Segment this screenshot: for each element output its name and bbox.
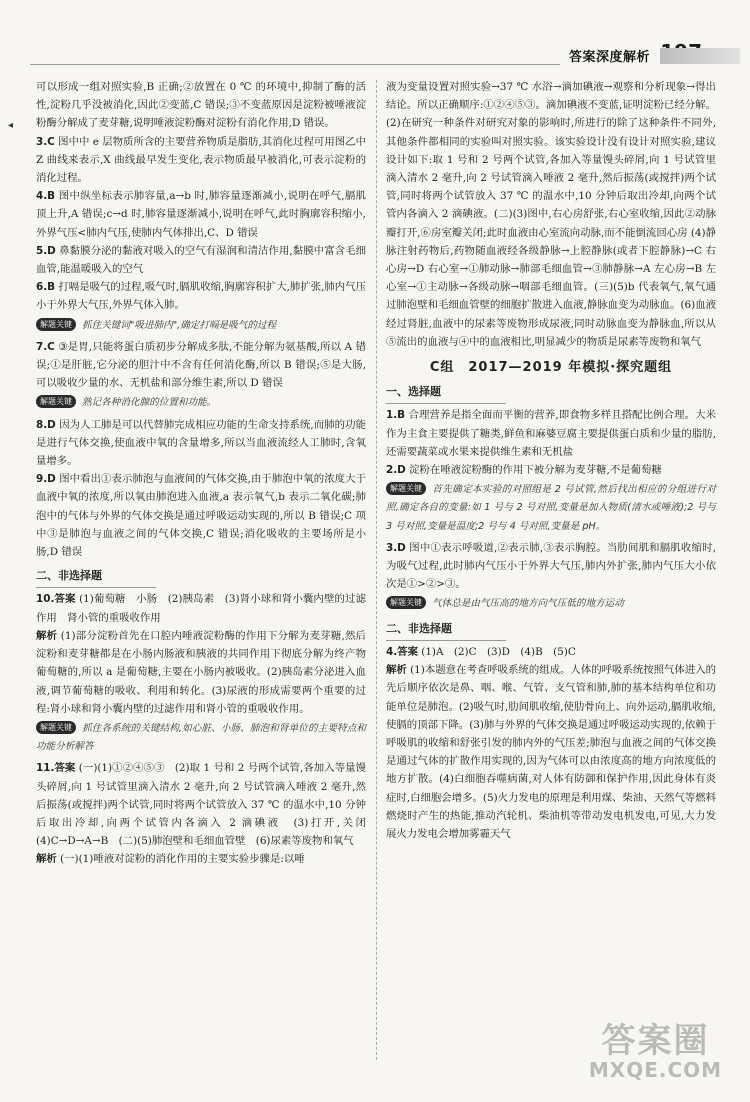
tip-text: 熟记各种消化腺的位置和功能。	[82, 397, 217, 409]
key-tip	[386, 595, 716, 613]
item-text: 图中纵坐标表示肺容量,a→b 时,肺容量逐渐减小,说明在呼气,膈肌顶上升,A 错误;c→d 时,肺容量逐渐减小,说明在呼气,此时胸廓容积缩小,外界气压<肺内气压,使肺内气体排出,C、D 错误	[36, 190, 366, 239]
item-number: 7.C	[36, 340, 55, 353]
item-text: 图中中 e 层物质所含的主要营养物质是脂肪,其消化过程可用图乙中 Z 曲线来表示,X 曲线最早发生变化,表示物质最早被消化,可表示淀粉的消化过程。	[36, 135, 366, 185]
header-title: 答案深度解析	[568, 50, 650, 65]
continued-text: 液为变量设置对照实验→37 ℃ 水浴→滴加碘液→观察和分析现象→得出结论。所以正确顺序:①②④⑤③。滴加碘液不变蓝,证明淀粉已经分解。(2)在研究一种条件对研究对象的影响时,所进行的除了这种条件不同外,其他条件都相同的实验叫对照实验。该实验设计没有设计对照实验,建议设计如下:取 1 号和 2 号两个试管,各加入等量馒头碎屑,向 1 号试管里滴入清水 2 毫升,向 2 号试管滴入唾液 2 毫升,然后振荡(或搅拌)两个试管,同时将两个试管放入 37 ℃ 的温水中,10 分钟后取出冷却,向两个试管内各滴入 2 滴碘液。(二)(3)图中,右心房舒张,右心室收缩,因此②动脉瓣打开,⑥房室瓣关闭;此时血液由心室流向动脉,而不能倒流回心房 (4)静脉注射药物后,药物随血液经各级静脉→上腔静脉(或者下腔静脉)→C 右心房→D 右心室→①肺动脉→肺部毛细血管→③肺静脉→A 左心房→B 左心室→①主动脉→各级动脉→咽部毛细血管。(三)(5)b 代表氧气,氧气通过肺泡壁和毛细血管壁的细胞扩散进入血液,静脉血变为动脉血。(6)血液经过肾脏,血液中的尿素等废物形成尿液,同时动脉血变为静脉血,所以从⑤流出的血液与④中的血液相比,明显减少的物质是尿素等废物和氧气	[386, 81, 716, 348]
answer-item	[386, 406, 716, 461]
group-c-heading: C组 2017—2019 年模拟·探究题组	[429, 360, 673, 376]
answer-item	[36, 242, 366, 278]
answer-item	[36, 470, 366, 561]
continued-text: 可以形成一组对照实验,B 正确;②放置在 0 ℃ 的环境中,抑制了酶的活性,淀粉几乎没被消化,因此②变蓝,C 错误;③不变蓝原因是淀粉被唾液淀粉酶分解成了麦芽糖,说明唾液淀粉酶对淀粉有消化作用,D 错误。	[36, 81, 366, 130]
column-divider	[376, 80, 377, 1060]
item-text: (1)A (2)C (3)D (4)B (5)C	[417, 645, 576, 658]
watermark-line-1: 答案圈	[601, 1021, 710, 1061]
tip-badge: 解题关键	[36, 318, 76, 331]
item-text: 鼻黏膜分泌的黏液对吸入的空气有湿润和清洁作用,黏膜中富含毛细血管,能温暖吸入的空气	[36, 244, 366, 276]
tip-badge: 解题关键	[36, 395, 76, 408]
tip-badge: 解题关键	[386, 596, 426, 609]
item-text: 图中①表示呼吸道,②表示肺,③表示胸腔。当肋间肌和膈肌收缩时,为吸气过程,此时肺内气压小于外界大气压,肺内外扩张,肺内气压大小依次是①>②>③。	[386, 541, 716, 591]
section-heading: 一、选择题	[386, 383, 506, 404]
tip-text: 抓住关键词"吸进肺内",确定打嗝是吸气的过程	[82, 319, 277, 331]
item-number: 9.D	[36, 473, 56, 486]
item-text: 淀粉在唾液淀粉酶的作用下被分解为麦芽糖,不是葡萄糖	[405, 464, 662, 477]
answer-item	[386, 461, 716, 479]
left-column-part-1	[36, 78, 366, 561]
right-column-part-1	[386, 78, 716, 351]
item-text: (1)葡萄糖 小肠 (2)胰岛素 (3)肾小球和肾小囊内壁的过滤作用 肾小管的重吸收作用	[36, 593, 366, 624]
key-tip	[36, 720, 366, 756]
answer-item	[386, 643, 716, 661]
answer-item	[36, 759, 377, 850]
left-column-part-2	[36, 567, 377, 868]
item-text: 打嗝是吸气的过程,吸气时,膈肌收缩,胸廓容积扩大,肺扩张,肺内气压小于外界大气压,外界气体入肺。	[36, 281, 366, 312]
margin-marker: ◂	[8, 120, 14, 131]
tip-text: 首先确定本实验的对照组是 2 号试管,然后找出相应的分组进行对照,确定各自的变量:如 1 号与 2 号对照,变量是加入物质(清水或唾液);2 号与 3 号对照,变量是温度;2 号与 4 号对照,变量是 pH。	[386, 484, 716, 532]
item-number: 解析	[36, 629, 58, 642]
item-number: 解析	[36, 853, 57, 866]
item-text: ③是胃,只能将蛋白质初步分解成多肽,不能分解为氨基酸,所以 A 错误;①是肝脏,它分泌的胆汁中不含有任何消化酶,所以 B 错误;⑤是大肠,可以吸收少量的水、无机盐和部分维生素,所以 D 错误	[36, 340, 366, 390]
answer-item	[386, 539, 716, 594]
item-number: 8.D	[36, 418, 56, 431]
right-column	[386, 78, 716, 843]
item-number: 4.答案	[386, 645, 418, 658]
item-text: (1)部分淀粉首先在口腔内唾液淀粉酶的作用下分解为麦芽糖,然后淀粉和麦芽糖都是在小肠内肠液和胰液的共同作用下彻底分解为终产物葡萄糖的,所以 a 是葡萄糖,主要在小肠内被吸收。(2)胰岛素分泌进入血液,调节葡萄糖的吸收、利用和转化。(3)尿液的形成需要两个重要的过程:肾小球和肾小囊内壁的过滤作用和肾小管的重吸收作用。	[36, 629, 367, 715]
item-number: 10.答案	[36, 593, 76, 606]
item-number: 2.D	[386, 464, 406, 477]
item-number: 6.B	[36, 281, 56, 294]
item-text: 图中看出①表示肺泡与血液间的气体交换,由于肺泡中氧的浓度大于血液中氧的浓度,所以氧由肺泡进入血液,a 表示氧气,b 表示二氧化碳;肺泡中的气体与外界的气体交换是通过呼吸运动实现的,所以 B 错误;C 项中③是肺泡与血液之间的气体交换,C 错误;消化吸收的主要场所是小肠,D 错误	[36, 473, 366, 559]
left-column	[36, 78, 377, 869]
watermark-line-2: MXQE.COM	[588, 1058, 723, 1082]
item-text: (一)(1)唾液对淀粉的消化作用的主要实验步骤是:以唾	[56, 853, 305, 866]
item-text: 因为人工肺是可以代替肺完成相应功能的生命支持系统,而肺的功能是进行气体交换,使血液中氧的含量增多,所以当血液流经人工肺时,含氧量增多。	[36, 418, 366, 468]
item-number: 11.答案	[36, 762, 76, 775]
item-text: (1)本题意在考查呼吸系统的组成。人体的呼吸系统按照气体进入的先后顺序依次是鼻、咽、喉、气管、支气管和肺,肺的基本结构单位和功能单位是肺泡。(2)吸气时,肋间肌收缩,使肋骨向上、向外运动,膈肌收缩,使膈的顶部下降。(3)肺与外界的气体交换是通过呼吸运动实现的,依赖于呼吸肌的收缩和舒张引发的肺内外的气压差;肺泡与血液之间的气体交换是通过气体的扩散作用实现的,因为气体可以由浓度高的地方向浓度低的地方扩散。(4)白细胞吞噬病菌,对人体有防御和保护作用,因此身体有炎症时,白细胞会增多。(5)火力发电的原理是利用煤、柴油、天然气等燃料燃烧时产生的热能,推动汽轮机、柴油机等带动发电机发电,可见,大力发展火力发电会增加雾霾天气	[386, 664, 717, 840]
item-text: (一)(1)①②④⑤③ (2)取 1 号和 2 号两个试管,各加入等量馒头碎屑,向 1 号试管里滴入清水 2 毫升,向 2 号试管滴入唾液 2 毫升,然后振荡(或搅拌)两个试管,同时将两个试管放入 37 ℃ 的温水中,10 分钟后取出冷却,向两个试管内各滴入 2 滴碘液 (3)打开,关闭 (4)C→D→A→B (二)(5)肺泡壁和毛细血管壁 (6)尿素等废物和氧气	[36, 762, 377, 848]
section-heading: 二、非选择题	[386, 620, 506, 641]
watermark-logo	[583, 1013, 728, 1082]
section-heading: 二、非选择题	[36, 567, 156, 588]
answer-item	[36, 278, 366, 314]
item-number: 3.C	[36, 135, 55, 148]
key-tip	[386, 481, 716, 536]
header-band	[660, 48, 740, 64]
item-number: 5.D	[36, 244, 56, 257]
answer-item	[36, 187, 366, 242]
answer-item	[36, 133, 366, 188]
answer-item	[36, 590, 366, 626]
tip-text: 气体总是由气压高的地方向气压低的地方运动	[432, 598, 624, 610]
answer-item	[36, 627, 366, 718]
answer-item	[36, 850, 366, 868]
key-tip	[36, 394, 366, 412]
tip-badge: 解题关键	[36, 721, 76, 734]
item-number: 解析	[386, 664, 407, 677]
header-rule	[30, 64, 560, 65]
item-number: 3.D	[386, 541, 406, 554]
answer-item	[36, 416, 366, 471]
answer-item	[36, 338, 366, 393]
answer-item	[386, 661, 716, 843]
tip-badge: 解题关键	[386, 482, 426, 495]
page-header	[30, 44, 720, 68]
tip-text: 抓住各系统的关键结构,如心脏、小肠、肺泡和肾单位的主要特点和功能分析解答	[36, 722, 366, 753]
key-tip	[36, 317, 366, 335]
item-text: 合理营养是指全面而平衡的营养,即食物多样且搭配比例合理。大米作为主食主要提供了糖类,鲜鱼和麻婆豆腐主要提供蛋白质和少量的脂肪,还需要蔬菜或水果来提供维生素和无机盐	[386, 409, 716, 458]
item-number: 1.B	[386, 409, 406, 422]
item-number: 4.B	[36, 190, 56, 203]
right-column-part-2	[386, 383, 716, 843]
